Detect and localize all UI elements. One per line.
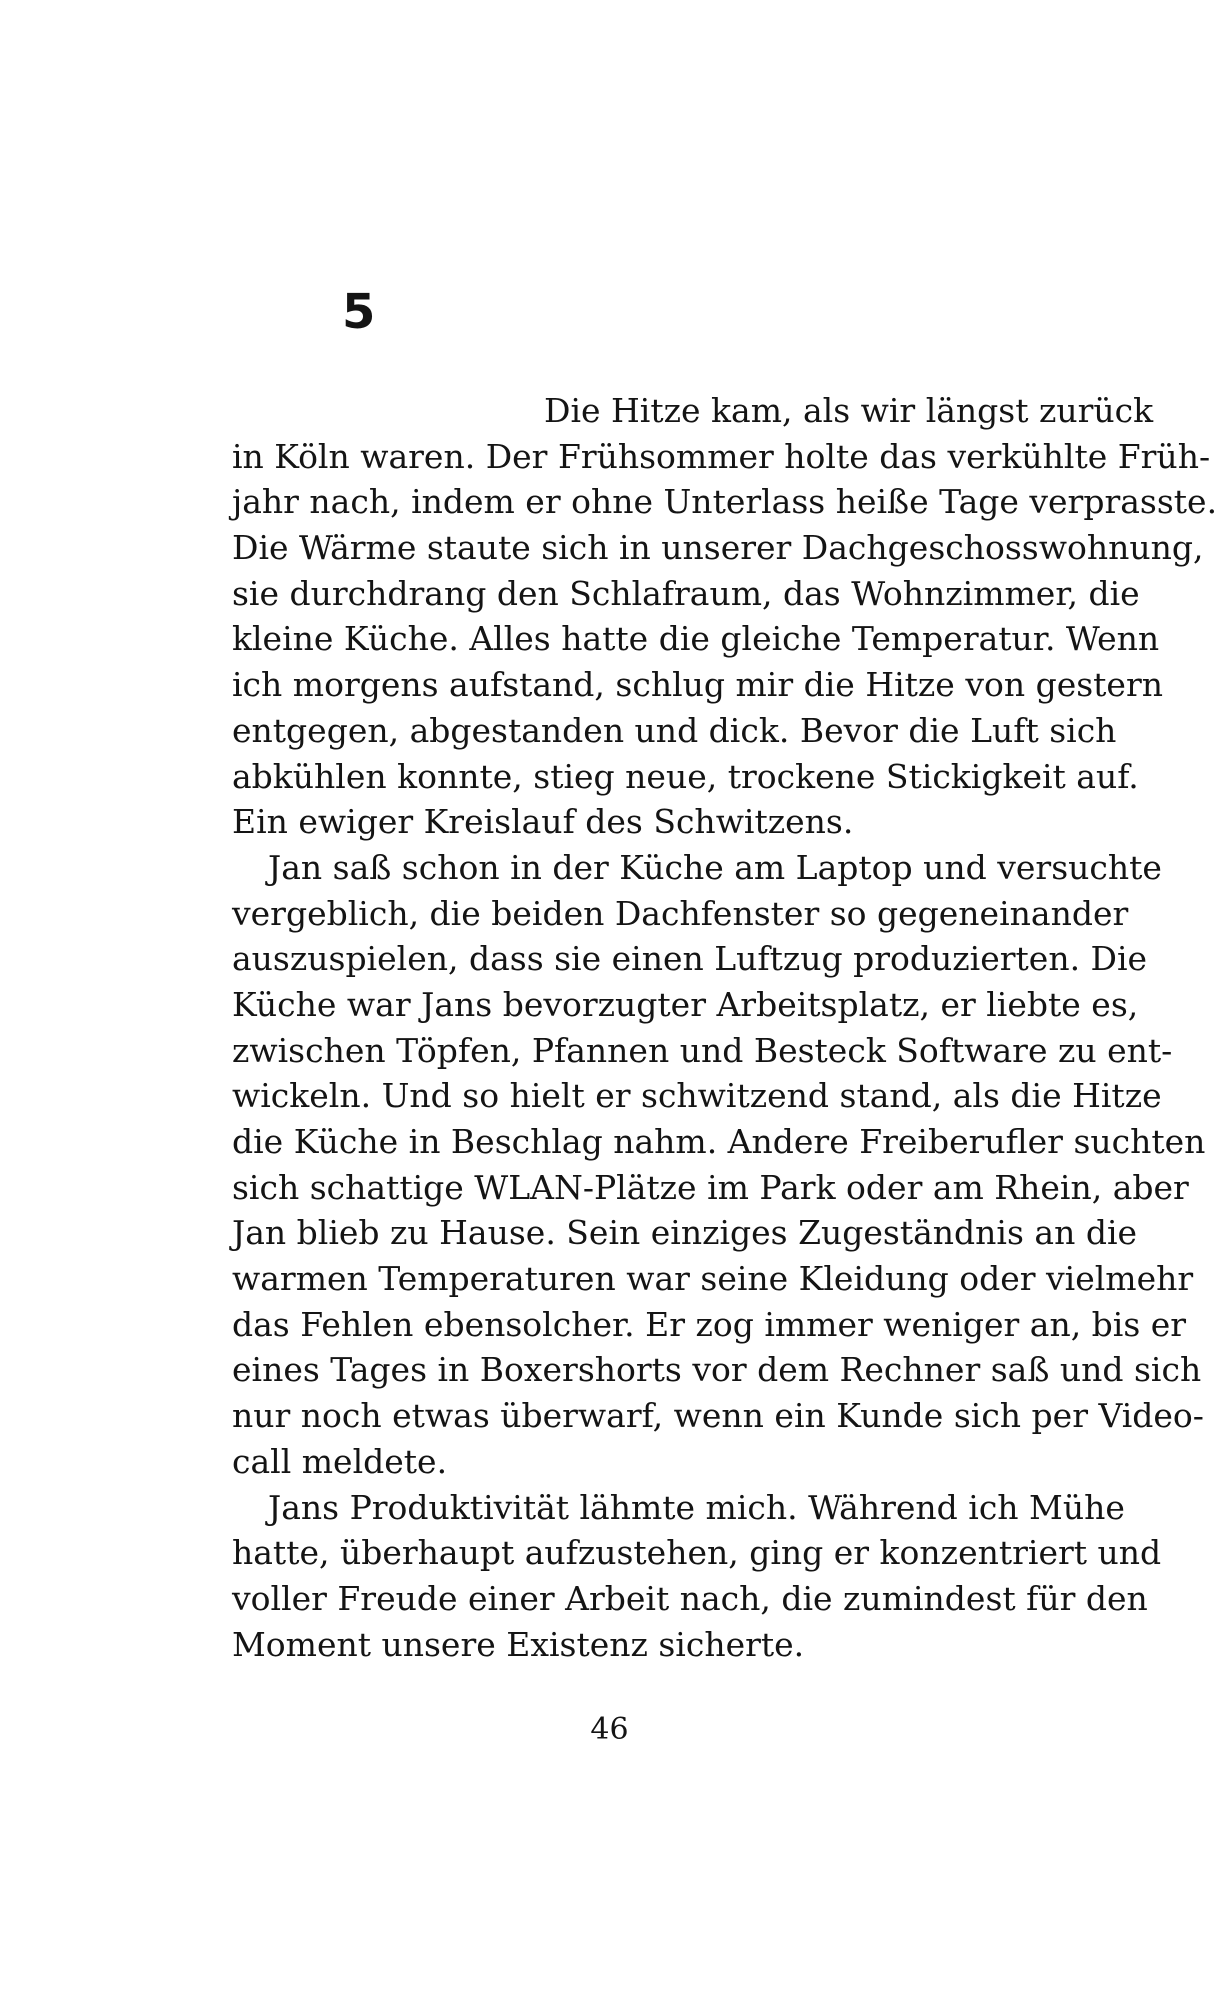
text-line: jahr nach, indem er ohne Unterlass heiße Tage verprasste.	[232, 482, 1218, 522]
chapter-number: 5	[342, 284, 376, 340]
text-line: ich morgens aufstand, schlug mir die Hitze von gestern	[232, 665, 1163, 705]
text-line: Ein ewiger Kreislauf des Schwitzens.	[232, 802, 854, 842]
text-line: nur noch etwas überwarf, wenn ein Kunde sich per Video-	[232, 1396, 1204, 1436]
text-line: zwischen Töpfen, Pfannen und Besteck Software zu ent-	[232, 1030, 1173, 1070]
text-line: abkühlen konnte, stieg neue, trockene Stickigkeit auf.	[232, 756, 1139, 796]
text-line: call meldete.	[232, 1441, 448, 1481]
text-line: warmen Temperaturen war seine Kleidung oder vielmehr	[232, 1259, 1194, 1299]
text-line: die Küche in Beschlag nahm. Andere Freiberufler suchten	[232, 1122, 1206, 1161]
text-line: voller Freude einer Arbeit nach, die zumindest für den	[232, 1578, 1148, 1618]
text-line: Die Wärme staute sich in unserer Dachgeschosswohnung,	[232, 528, 1204, 568]
text-line: sie durchdrang den Schlafraum, das Wohnzimmer, die	[232, 573, 1140, 613]
text-line: in Köln waren. Der Frühsommer holte das verkühlte Früh-	[232, 436, 1211, 476]
paragraph-1	[232, 388, 1218, 845]
text-line: vergeblich, die beiden Dachfenster so gegeneinander	[232, 893, 1129, 933]
text-line: entgegen, abgestanden und dick. Bevor die Luft sich	[232, 710, 1117, 750]
text-line: Moment unsere Existenz sicherte.	[232, 1624, 805, 1664]
text-line: kleine Küche. Alles hatte die gleiche Temperatur. Wenn	[232, 619, 1160, 659]
text-line: Jan blieb zu Hause. Sein einziges Zugeständnis an die	[232, 1213, 1138, 1253]
text-line: Die Hitze kam, als wir längst zurück	[544, 391, 1154, 430]
text-line: das Fehlen ebensolcher. Er zog immer weniger an, bis er	[232, 1304, 1187, 1344]
text-line: wickeln. Und so hielt er schwitzend stand, als die Hitze	[232, 1076, 1162, 1116]
page-number: 46	[590, 1712, 629, 1747]
paragraph-3	[232, 1485, 1162, 1668]
text-line: hatte, überhaupt aufzustehen, ging er konzentriert und	[232, 1533, 1162, 1573]
paragraph-2	[232, 845, 1206, 1485]
body-text	[232, 388, 1218, 1667]
text-line: sich schattige WLAN-Plätze im Park oder am Rhein, aber	[232, 1167, 1189, 1207]
text-line: Küche war Jans bevorzugter Arbeitsplatz, er liebte es,	[232, 984, 1139, 1024]
text-line: eines Tages in Boxershorts vor dem Rechner saß und sich	[232, 1350, 1202, 1390]
text-line: Jan saß schon in der Küche am Laptop und versuchte	[268, 847, 1162, 887]
text-line: Jans Produktivität lähmte mich. Während ich Mühe	[268, 1487, 1125, 1527]
text-line: auszuspielen, dass sie einen Luftzug produzierten. Die	[232, 939, 1148, 979]
